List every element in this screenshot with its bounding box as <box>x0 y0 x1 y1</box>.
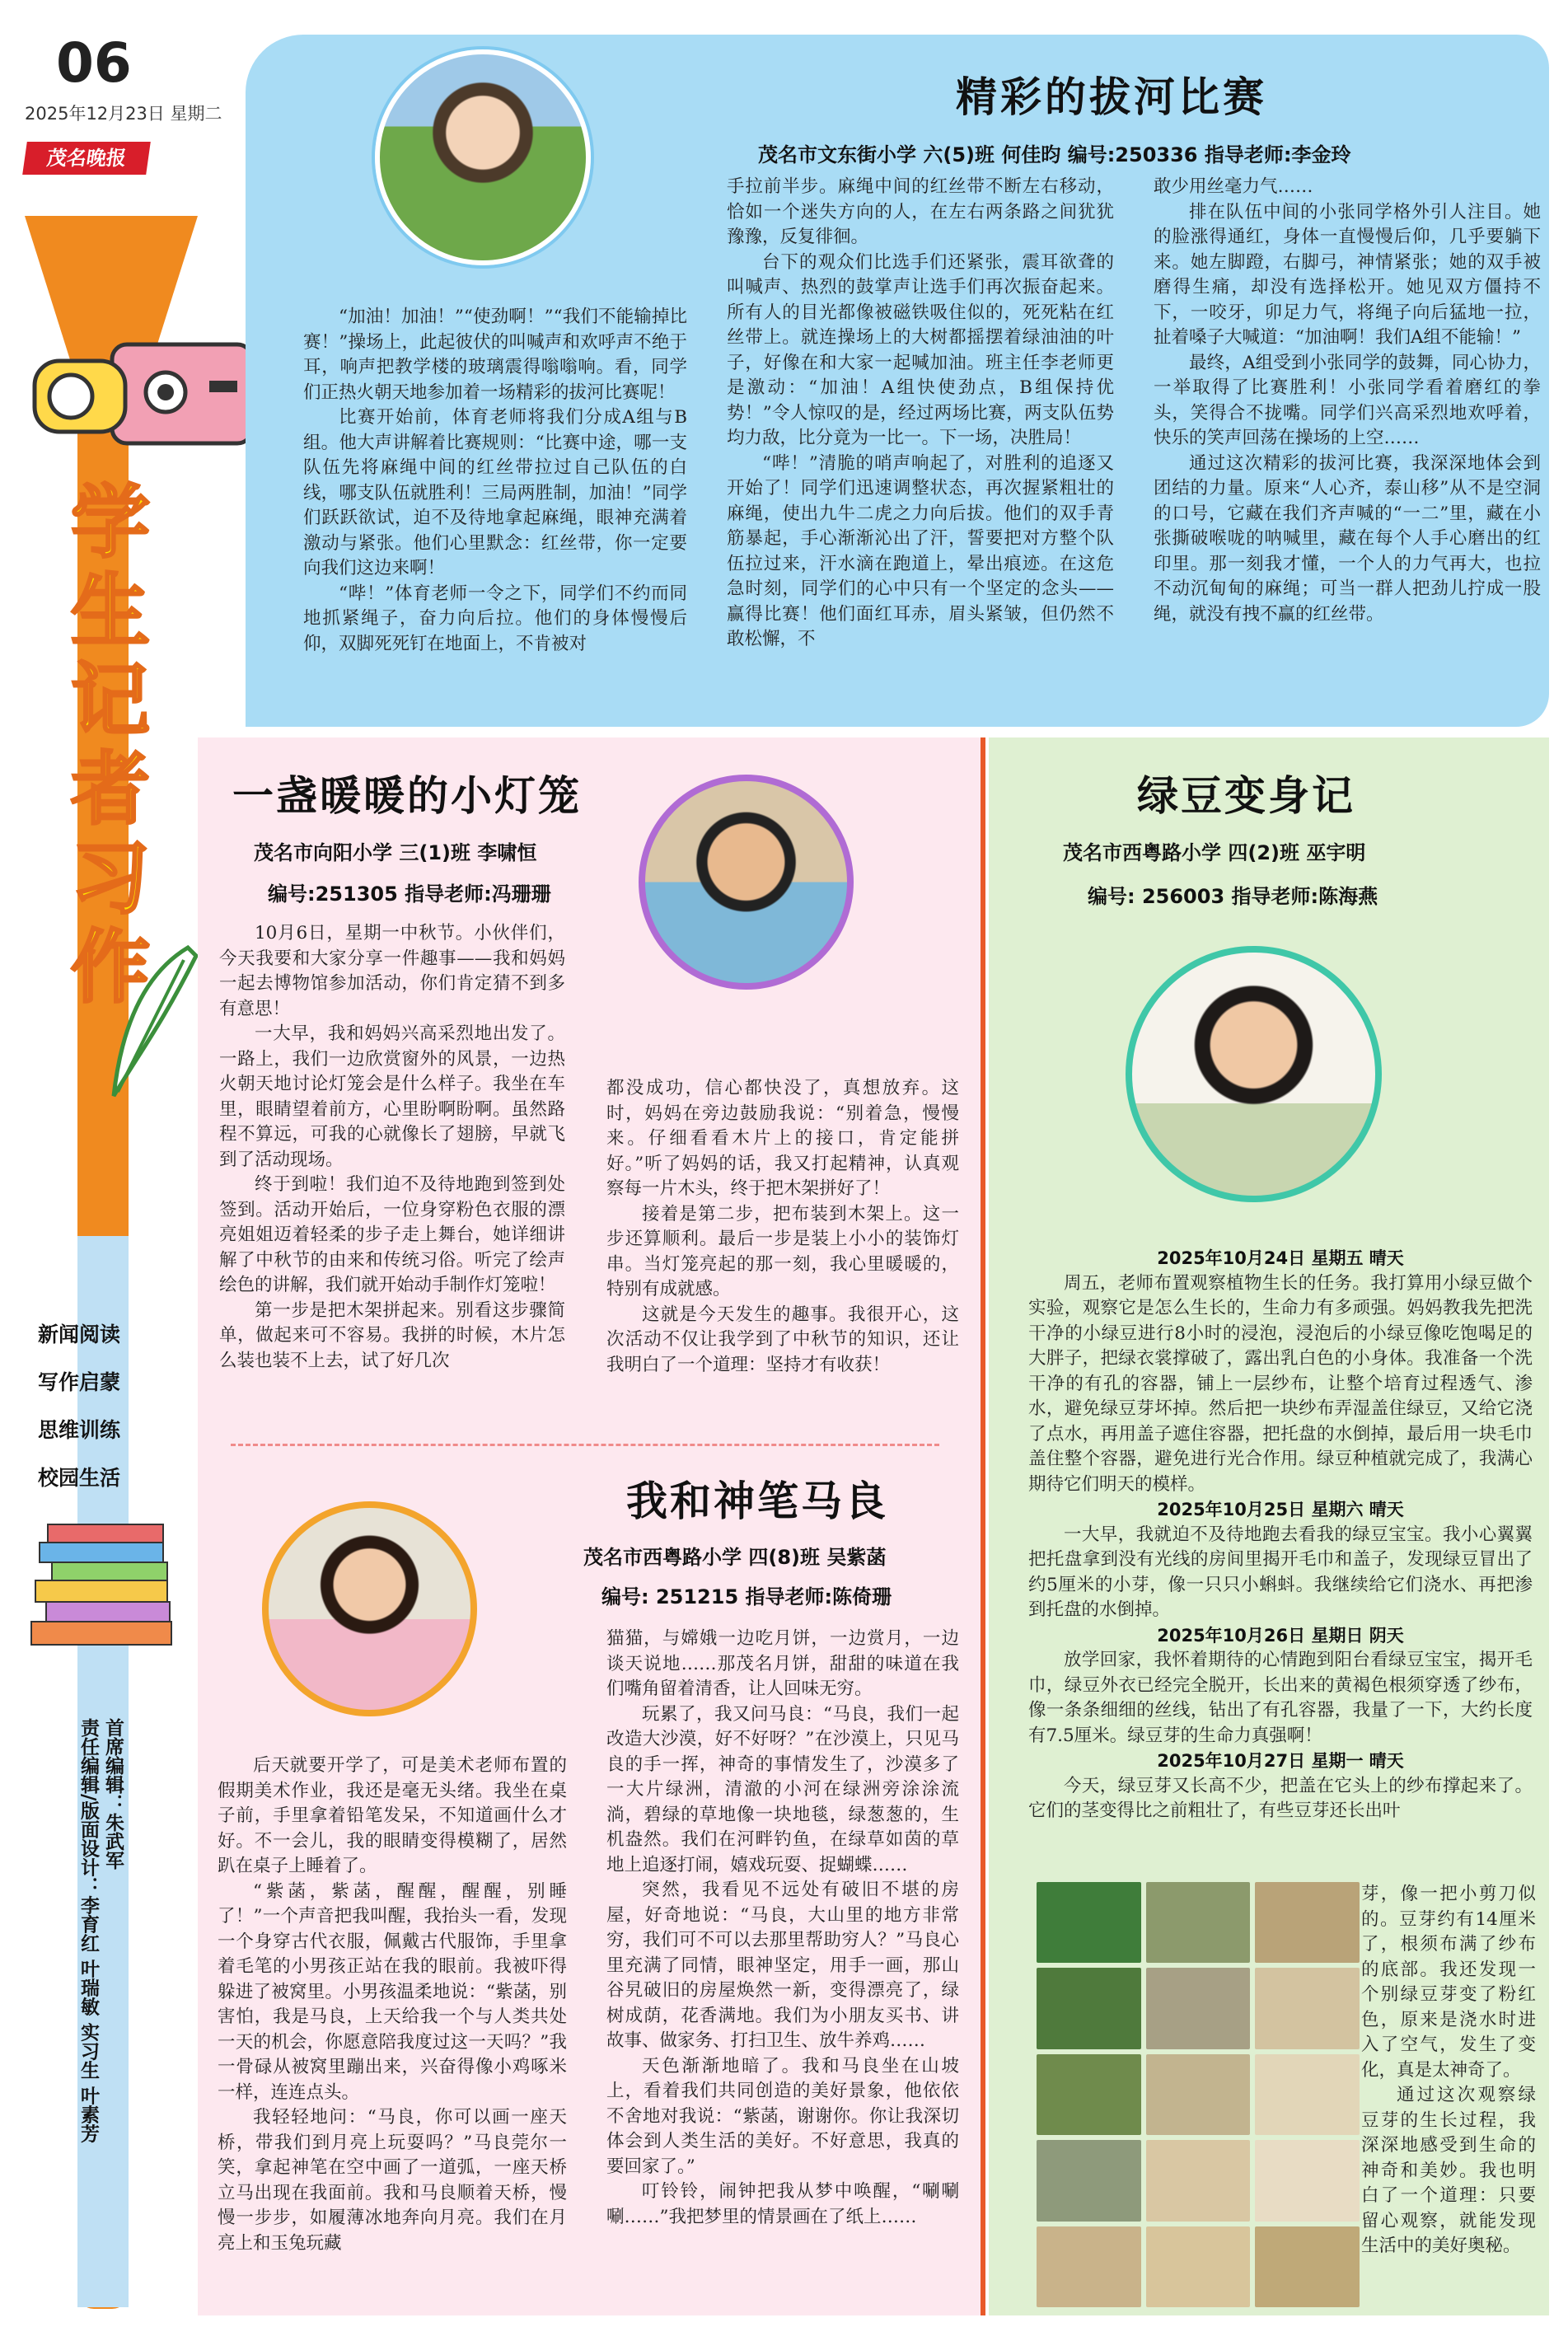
paragraph: 通过这次观察绿豆芽的生长过程，我深深地感受到生命的神奇和美妙。我也明白了一个道理：只要留心观察，就能发现生活中的美好奥秘。 <box>1361 2085 1536 2256</box>
paragraph: 我轻轻地问：“马良，你可以画一座天桥，带我们到月亮上玩耍吗？”马良莞尔一笑，拿起神笔在空中画了一道弧，一座天桥立马出现在我面前。我和马良顺着天桥，慢慢一步步，如履薄冰地奔向月亮。我们在月亮上和玉兔玩藏 <box>218 2107 567 2254</box>
credit-line: 责任编辑/版面设计：李育红 叶瑞敏 实习生 叶素芳 <box>77 1718 99 2143</box>
paragraph: 手拉前半步。麻绳中间的红丝带不断左右移动，恰如一个迷失方向的人，在左右两条路之间犹犹豫豫，反复徘徊。 <box>727 176 1114 247</box>
sprout-photo <box>1255 2226 1360 2307</box>
diary-date: 2025年10月25日 星期六 晴天 <box>1157 1500 1404 1519</box>
sprout-photo <box>1255 1882 1360 1963</box>
paragraph: 突然，我看见不远处有破旧不堪的房屋，好奇地说：“马良，大山里的地方非常穷，我们可不可以去那里帮助穷人？”马良心里充满了同情，眼神坚定，用手一画，那山谷旯破旧的房屋焕然一新，变得漂亮了，绿树成荫，花香满地。我们为小朋友买书、讲故事、做家务、打扫卫生、放牛养鸡…… <box>606 1880 959 2051</box>
paragraph: “哔！”体育老师一令之下，同学们不约而同地抓紧绳子，奋力向后拉。他们的身体慢慢后仰，双脚死死钉在地面上，不肯被对 <box>303 583 687 654</box>
article-title: 绿豆变身记 <box>1137 772 1355 820</box>
section-title-char: 记 <box>71 654 150 747</box>
article-column <box>606 1627 959 2230</box>
section-title-char: 生 <box>71 565 150 658</box>
article-byline: 茂名市文东街小学 六(5)班 何佳昀 编号:250336 指导老师:李金玲 <box>758 143 1351 166</box>
paragraph: 叮铃铃，闹钟把我从梦中唤醒，“唰唰唰……”我把梦里的情景画在了纸上…… <box>606 2181 959 2227</box>
paragraph: 这就是今天发生的趣事。我很开心，这次活动不仅让我学到了中秋节的知识，还让我明白了一个道理：坚持才有收获！ <box>606 1304 959 1375</box>
sprout-photo <box>1037 2140 1141 2221</box>
article-column <box>303 305 687 657</box>
paragraph: “紫菡，紫菡，醒醒，醒醒，别睡了！”一个声音把我叫醒，我抬头一看，发现一个身穿古代衣服，佩戴古代服饰，手里拿着毛笔的小男孩正站在我的眼前。我被吓得躲进了被窝里。小男孩温柔地说：“紫菡，别害怕，我是马良，上天给我一个与人类共处一天的机会，你愿意陪我度过这一天吗？”我一骨碌从被窝里蹦出来，兴奋得像小鸡啄米一样，连连点头。 <box>218 1880 567 2103</box>
paragraph: 周五，老师布置观察植物生长的任务。我打算用小绿豆做个实验，观察它是怎么生长的，生命力有多顽强。妈妈教我先把洗干净的小绿豆进行8小时的浸泡，浸泡后的小绿豆像吃饱喝足的大胖子，把绿衣裳撑破了，露出乳白色的小身体。我准备一个洗干净的有孔的容器，铺上一层纱布，让整个培育过程透气、渗水，避免绿豆芽坏掉。然后把一块纱布弄湿盖住绿豆，又给它浇了点水，再用盖子遮住容器，把托盘的水倒掉，最后用一块毛巾盖住整个容器，避免进行光合作用。绿豆种植就完成了，我满心期待它们明天的模样。 <box>1028 1272 1533 1495</box>
sprout-photo <box>1146 2140 1251 2221</box>
sprout-photo <box>1255 2054 1360 2135</box>
sprout-photo <box>1146 1882 1251 1963</box>
article-column <box>1028 1246 1533 1824</box>
section-menu <box>38 1318 178 1510</box>
article-byline: 茂名市向阳小学 三(1)班 李啸恒 <box>254 841 537 864</box>
article-column <box>219 921 565 1374</box>
paragraph: 通过这次精彩的拔河比赛，我深深地体会到团结的力量。原来“人心齐，泰山移”从不是空洞的口号，它藏在我们齐声喊的“一二”里，藏在小张撕破喉咙的呐喊里，藏在每个人手心磨出的红印里。那一刻我才懂，一个人的力气再大，也拉不动沉甸甸的麻绳；可当一群人把劲儿拧成一股绳，就没有拽不赢的红丝带。 <box>1154 452 1541 625</box>
diary-date: 2025年10月24日 星期五 晴天 <box>1157 1248 1404 1268</box>
credit-line: 首席编辑：朱武军 <box>102 1718 124 1870</box>
sprout-photo <box>1037 2054 1141 2135</box>
sprout-photo <box>1146 2226 1251 2307</box>
article-column <box>606 1076 959 1378</box>
paragraph: 一大早，我就迫不及待地跑去看我的绿豆宝宝。我小心翼翼把托盘拿到没有光线的房间里揭开毛巾和盖子，发现绿豆冒出了约5厘米的小芽，像一只只小蝌蚪。我继续给它们浇水、再把渗到托盘的水倒掉。 <box>1028 1524 1533 1620</box>
issue-date: 2025年12月23日 星期二 <box>25 104 222 124</box>
bean-sprout-photo-grid <box>1037 1882 1360 2307</box>
section-title-char: 作 <box>71 921 150 1014</box>
article-byline: 编号: 251215 指导老师:陈倚珊 <box>601 1585 892 1608</box>
paragraph: 最终，A组受到小张同学的鼓舞，同心协力，一举取得了比赛胜利！小张同学看着磨红的拳头，笑得合不拢嘴。同学们兴高采烈地欢呼着，快乐的笑声回荡在操场的上空…… <box>1154 352 1541 448</box>
sprout-photo <box>1255 2140 1360 2221</box>
paragraph: 第一步是把木架拼起来。别看这步骤简单，做起来可不容易。我拼的时候，木片怎么装也装不上去，试了好几次 <box>219 1299 565 1371</box>
paragraph: 今天，绿豆芽又长高不少，把盖在它头上的纱布撑起来了。它们的茎变得比之前粗壮了，有些豆芽还长出叶 <box>1028 1775 1533 1821</box>
sprout-photo <box>1255 1968 1360 2048</box>
section-title <box>53 478 168 1012</box>
paragraph: 比赛开始前，体育老师将我们分成A组与B组。他大声讲解着比赛规则：“比赛中途，哪一支队伍先将麻绳中间的红丝带拉过自己队伍的白线，哪支队伍就胜利！三局两胜制，加油！”同学们跃跃欲试，迫不及待地拿起麻绳，眼神充满着激动与紧张。他们心里默念：红丝带，你一定要向我们这边来啊！ <box>303 407 687 578</box>
article-column <box>727 175 1114 653</box>
paragraph: 终于到啦！我们迫不及待地跑到签到处签到。活动开始后，一位身穿粉色衣服的漂亮姐姐迈着轻柔的步子走上舞台，她详细讲解了中秋节的由来和传统习俗。听完了绘声绘色的讲解，我们就开始动手制作灯笼啦！ <box>219 1174 565 1295</box>
paragraph: 都没成功，信心都快没了，真想放弃。这时，妈妈在旁边鼓励我说：“别着急，慢慢来。仔细看看木片上的接口，肯定能拼好。”听了妈妈的话，我又打起精神，认真观察每一片木头，终于把木架拼好了！ <box>606 1078 959 1199</box>
section-title-char: 学 <box>71 476 150 569</box>
column-divider <box>981 737 985 2315</box>
section-title-char: 者 <box>71 743 150 836</box>
feather-quill-icon <box>97 939 204 1112</box>
menu-item[interactable]: 校园生活 <box>38 1466 121 1490</box>
books-stack-icon <box>23 1508 188 1664</box>
article-byline: 茂名市西粤路小学 四(2)班 巫宇明 <box>1063 841 1366 864</box>
article-column <box>218 1753 567 2256</box>
article-title: 我和神笔马良 <box>626 1477 888 1525</box>
author-photo-avatar <box>375 49 591 265</box>
article-title: 一盏暖暖的小灯笼 <box>232 772 582 820</box>
article-byline: 编号:251305 指导老师:冯珊珊 <box>268 883 551 906</box>
menu-item[interactable]: 思维训练 <box>38 1418 121 1442</box>
section-title-char: 习 <box>71 832 150 925</box>
paragraph: 天色渐渐地暗了。我和马良坐在山坡上，看着我们共同创造的美好景象，他依依不舍地对我说：“紫菡，谢谢你。你让我深切体会到人类生活的美好。不好意思，我真的要回家了。” <box>606 2055 959 2177</box>
diary-date: 2025年10月26日 星期日 阴天 <box>1157 1625 1404 1646</box>
sprout-photo <box>1037 1968 1141 2048</box>
author-photo-avatar <box>639 775 854 990</box>
diary-date: 2025年10月27日 星期一 晴天 <box>1157 1751 1404 1771</box>
sprout-photo <box>1037 1882 1141 1963</box>
paragraph: 敢少用丝毫力气…… <box>1154 176 1313 197</box>
paragraph: 接着是第二步，把布装到木架上。这一步还算顺利。最后一步是装上小小的装饰灯串。当灯笼亮起的那一刻，我心里暖暖的，特别有成就感。 <box>606 1203 959 1299</box>
sprout-photo <box>1146 1968 1251 2048</box>
article-title: 精彩的拔河比赛 <box>956 73 1267 121</box>
newspaper-logo: 茂名晚报 <box>22 142 151 175</box>
article-byline: 茂名市西粤路小学 四(8)班 吴紫菡 <box>583 1546 887 1569</box>
paragraph: 排在队伍中间的小张同学格外引人注目。她的脸涨得通红，身体一直慢慢后仰，几乎要躺下来。她左脚蹬，右脚弓，神情紧张；她的双手被磨得生痛，却没有选择松开。她见双方僵持不下，一咬牙，卯足力气，将绳子向后猛地一拉，扯着嗓子大喊道：“加油啊！我们A组不能输！” <box>1154 201 1541 348</box>
article-column <box>1154 175 1541 627</box>
sprout-photo <box>1037 2226 1141 2307</box>
article-byline: 编号: 256003 指导老师:陈海燕 <box>1088 885 1378 908</box>
paragraph: 芽，像一把小剪刀似的。豆芽约有14厘米了，根须布满了纱布的底部。我还发现一个别绿豆芽变了粉红色，原来是浇水时进入了空气，发生了变化，真是太神奇了。 <box>1361 1884 1536 2081</box>
paragraph: 一大早，我和妈妈兴高采烈地出发了。一路上，我们一边欣赏窗外的风景，一边热火朝天地讨论灯笼会是什么样子。我坐在车里，眼睛望着前方，心里盼啊盼啊。虽然路程不算远，可我的心就像长了翅膀，早就飞到了活动现场。 <box>219 1023 565 1170</box>
paragraph: “哔！”清脆的哨声响起了，对胜利的追逐又开始了！同学们迅速调整状态，再次握紧粗壮的麻绳，使出九牛二虎之力向后拔。他们的双手青筋暴起，手心渐渐沁出了汗，誓要把对方整个队伍拉过来，汗水滴在跑道上，晕出痕迹。在这危急时刻，同学们的心中只有一个坚定的念头——赢得比赛！他们面红耳赤，眉头紧皱，但仍然不敢松懈，不 <box>727 452 1114 649</box>
paragraph: “加油！加油！”“使劲啊！”“我们不能输掉比赛！”操场上，此起彼伏的叫喊声和欢呼声不绝于耳，响声把教学楼的玻璃震得嗡嗡响。看，同学们正热火朝天地参加着一场精彩的拔河比赛呢！ <box>303 307 687 403</box>
article-column <box>1361 1882 1536 2259</box>
editor-credits <box>76 1718 125 2295</box>
paragraph: 猫猫，与嫦娥一边吃月饼，一边赏月，一边谈天说地……那茂名月饼，甜甜的味道在我们嘴角留着清香，让人回味无穷。 <box>606 1628 959 1699</box>
menu-item[interactable]: 写作启蒙 <box>38 1370 121 1394</box>
author-photo-avatar <box>1126 946 1382 1202</box>
paragraph: 台下的观众们比选手们还紧张，震耳欲聋的叫喊声、热烈的鼓掌声让选手们再次振奋起来。所有人的目光都像被磁铁吸住似的，死死粘在红丝带上。就连操场上的大树都摇摆着绿油油的叶子，好像在和大家一起喊加油。班主任李老师更是激动：“加油！A组快使劲点，B组保持优势！”令人惊叹的是，经过两场比赛，两支队伍势均力敌，比分竟为一比一。下一场，决胜局！ <box>727 251 1114 448</box>
menu-item[interactable]: 新闻阅读 <box>38 1323 121 1346</box>
paragraph: 放学回家，我怀着期待的心情跑到阳台看绿豆宝宝，揭开毛巾，绿豆外衣已经完全脱开，长出来的黄褐色根须穿透了纱布，像一条条细细的丝线，钻出了有孔容器，我量了一下，大约长度有7.5厘米。绿豆芽的生命力真强啊！ <box>1028 1650 1533 1746</box>
paragraph: 10月6日，星期一中秋节。小伙伴们，今天我要和大家分享一件趣事——我和妈妈一起去博物馆参加活动，你们肯定猜不到多有意思！ <box>219 923 565 1019</box>
author-photo-avatar <box>262 1501 477 1716</box>
paragraph: 后天就要开学了，可是美术老师布置的假期美术作业，我还是毫无头绪。我坐在桌子前，手里拿着铅笔发呆，不知道画什么才好。不一会儿，我的眼睛变得模糊了，居然趴在桌子上睡着了。 <box>218 1755 567 1876</box>
article-separator <box>231 1444 939 1446</box>
sprout-photo <box>1146 2054 1251 2135</box>
page-number: 06 <box>56 31 132 95</box>
paragraph: 玩累了，我又问马良：“马良，我们一起改造大沙漠，好不好呀？”在沙漠上，只见马良的手一挥，神奇的事情发生了，沙漠多了一大片绿洲，清澈的小河在绿洲旁涂涂流淌，碧绿的草地像一块地毯，绿葱葱的，生机盎然。我们在河畔钓鱼，在绿草如茵的草地上追逐打闹，嬉戏玩耍、捉蝴蝶…… <box>606 1703 959 1875</box>
